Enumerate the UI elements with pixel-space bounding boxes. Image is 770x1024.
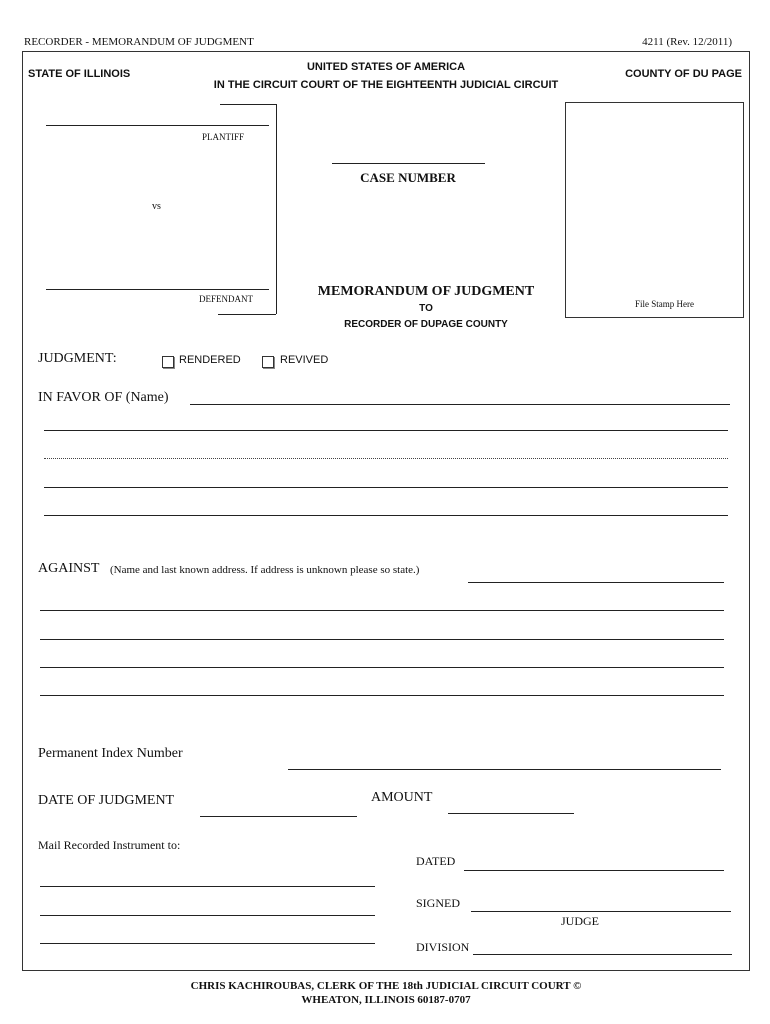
court-heading: IN THE CIRCUIT COURT OF THE EIGHTEENTH JUDICIAL CIRCUIT — [213, 79, 559, 91]
vs-label: vs — [152, 201, 161, 212]
rendered-label: RENDERED — [179, 354, 241, 366]
amount-line — [448, 813, 574, 814]
against-line-1 — [468, 582, 724, 583]
state-label: STATE OF ILLINOIS — [28, 68, 131, 80]
mail-line-2 — [40, 915, 375, 916]
division-label: DIVISION — [416, 940, 470, 954]
mail-line-3 — [40, 943, 375, 944]
in-favor-input[interactable] — [192, 388, 728, 403]
in-favor-line-1 — [190, 404, 730, 405]
form-title: RECORDER - MEMORANDUM OF JUDGMENT — [24, 36, 254, 48]
revived-checkbox[interactable] — [262, 356, 274, 368]
judgment-label: JUDGMENT: — [38, 351, 117, 366]
parties-box-right-border — [276, 104, 277, 314]
judge-label: JUDGE — [561, 914, 599, 928]
in-favor-label: IN FAVOR OF (Name) — [38, 390, 169, 405]
file-stamp-box — [565, 102, 744, 318]
footer-clerk: CHRIS KACHIROUBAS, CLERK OF THE 18th JUDICIAL CIRCUIT COURT © — [190, 980, 582, 992]
revived-label: REVIVED — [280, 354, 329, 366]
county-label: COUNTY OF DU PAGE — [625, 68, 742, 80]
pin-label: Permanent Index Number — [38, 746, 183, 761]
against-line-4 — [40, 667, 724, 668]
case-number-input[interactable] — [334, 148, 484, 162]
memo-recorder: RECORDER OF DUPAGE COUNTY — [344, 319, 508, 330]
case-number-line — [332, 163, 485, 164]
dated-line — [464, 870, 724, 871]
rendered-checkbox[interactable] — [162, 356, 174, 368]
pin-line — [288, 769, 721, 770]
file-stamp-label: File Stamp Here — [635, 299, 694, 309]
plaintiff-line — [46, 125, 269, 126]
amount-label: AMOUNT — [371, 790, 433, 805]
footer-address: WHEATON, ILLINOIS 60187-0707 — [301, 994, 471, 1006]
signed-line — [471, 911, 731, 912]
division-line — [473, 954, 732, 955]
defendant-input[interactable] — [48, 274, 268, 288]
dated-label: DATED — [416, 854, 456, 868]
memo-to: TO — [419, 303, 433, 314]
country-heading: UNITED STATES OF AMERICA — [306, 61, 466, 73]
against-label: AGAINST — [38, 561, 100, 576]
mail-line-1 — [40, 886, 375, 887]
in-favor-line-2 — [44, 430, 728, 431]
parties-box-top-border — [220, 104, 276, 105]
form-number: 4211 (Rev. 12/2011) — [642, 36, 732, 48]
pin-input[interactable] — [290, 753, 718, 768]
defendant-line — [46, 289, 269, 290]
mail-label: Mail Recorded Instrument to: — [38, 838, 181, 852]
date-of-judgment-input[interactable] — [202, 800, 354, 815]
dated-input[interactable] — [466, 854, 722, 869]
against-line-5 — [40, 695, 724, 696]
in-favor-line-4 — [44, 487, 728, 488]
signed-input[interactable] — [473, 895, 729, 910]
memo-title: MEMORANDUM OF JUDGMENT — [317, 284, 535, 299]
case-number-label: CASE NUMBER — [360, 170, 456, 185]
date-of-judgment-line — [200, 816, 357, 817]
in-favor-line-5 — [44, 515, 728, 516]
against-note: (Name and last known address. If address is unknown please so state.) — [110, 564, 420, 576]
parties-box-bottom-border — [218, 314, 276, 315]
in-favor-line-3 — [44, 458, 728, 459]
division-input[interactable] — [475, 938, 730, 953]
against-input[interactable] — [470, 566, 722, 581]
signed-label: SIGNED — [416, 896, 460, 910]
against-line-3 — [40, 639, 724, 640]
against-line-2 — [40, 610, 724, 611]
plaintiff-label: PLANTIFF — [202, 132, 245, 142]
plaintiff-input[interactable] — [48, 110, 268, 124]
amount-input[interactable] — [450, 797, 572, 812]
defendant-label: DEFENDANT — [199, 294, 253, 304]
date-of-judgment-label: DATE OF JUDGMENT — [38, 793, 175, 808]
